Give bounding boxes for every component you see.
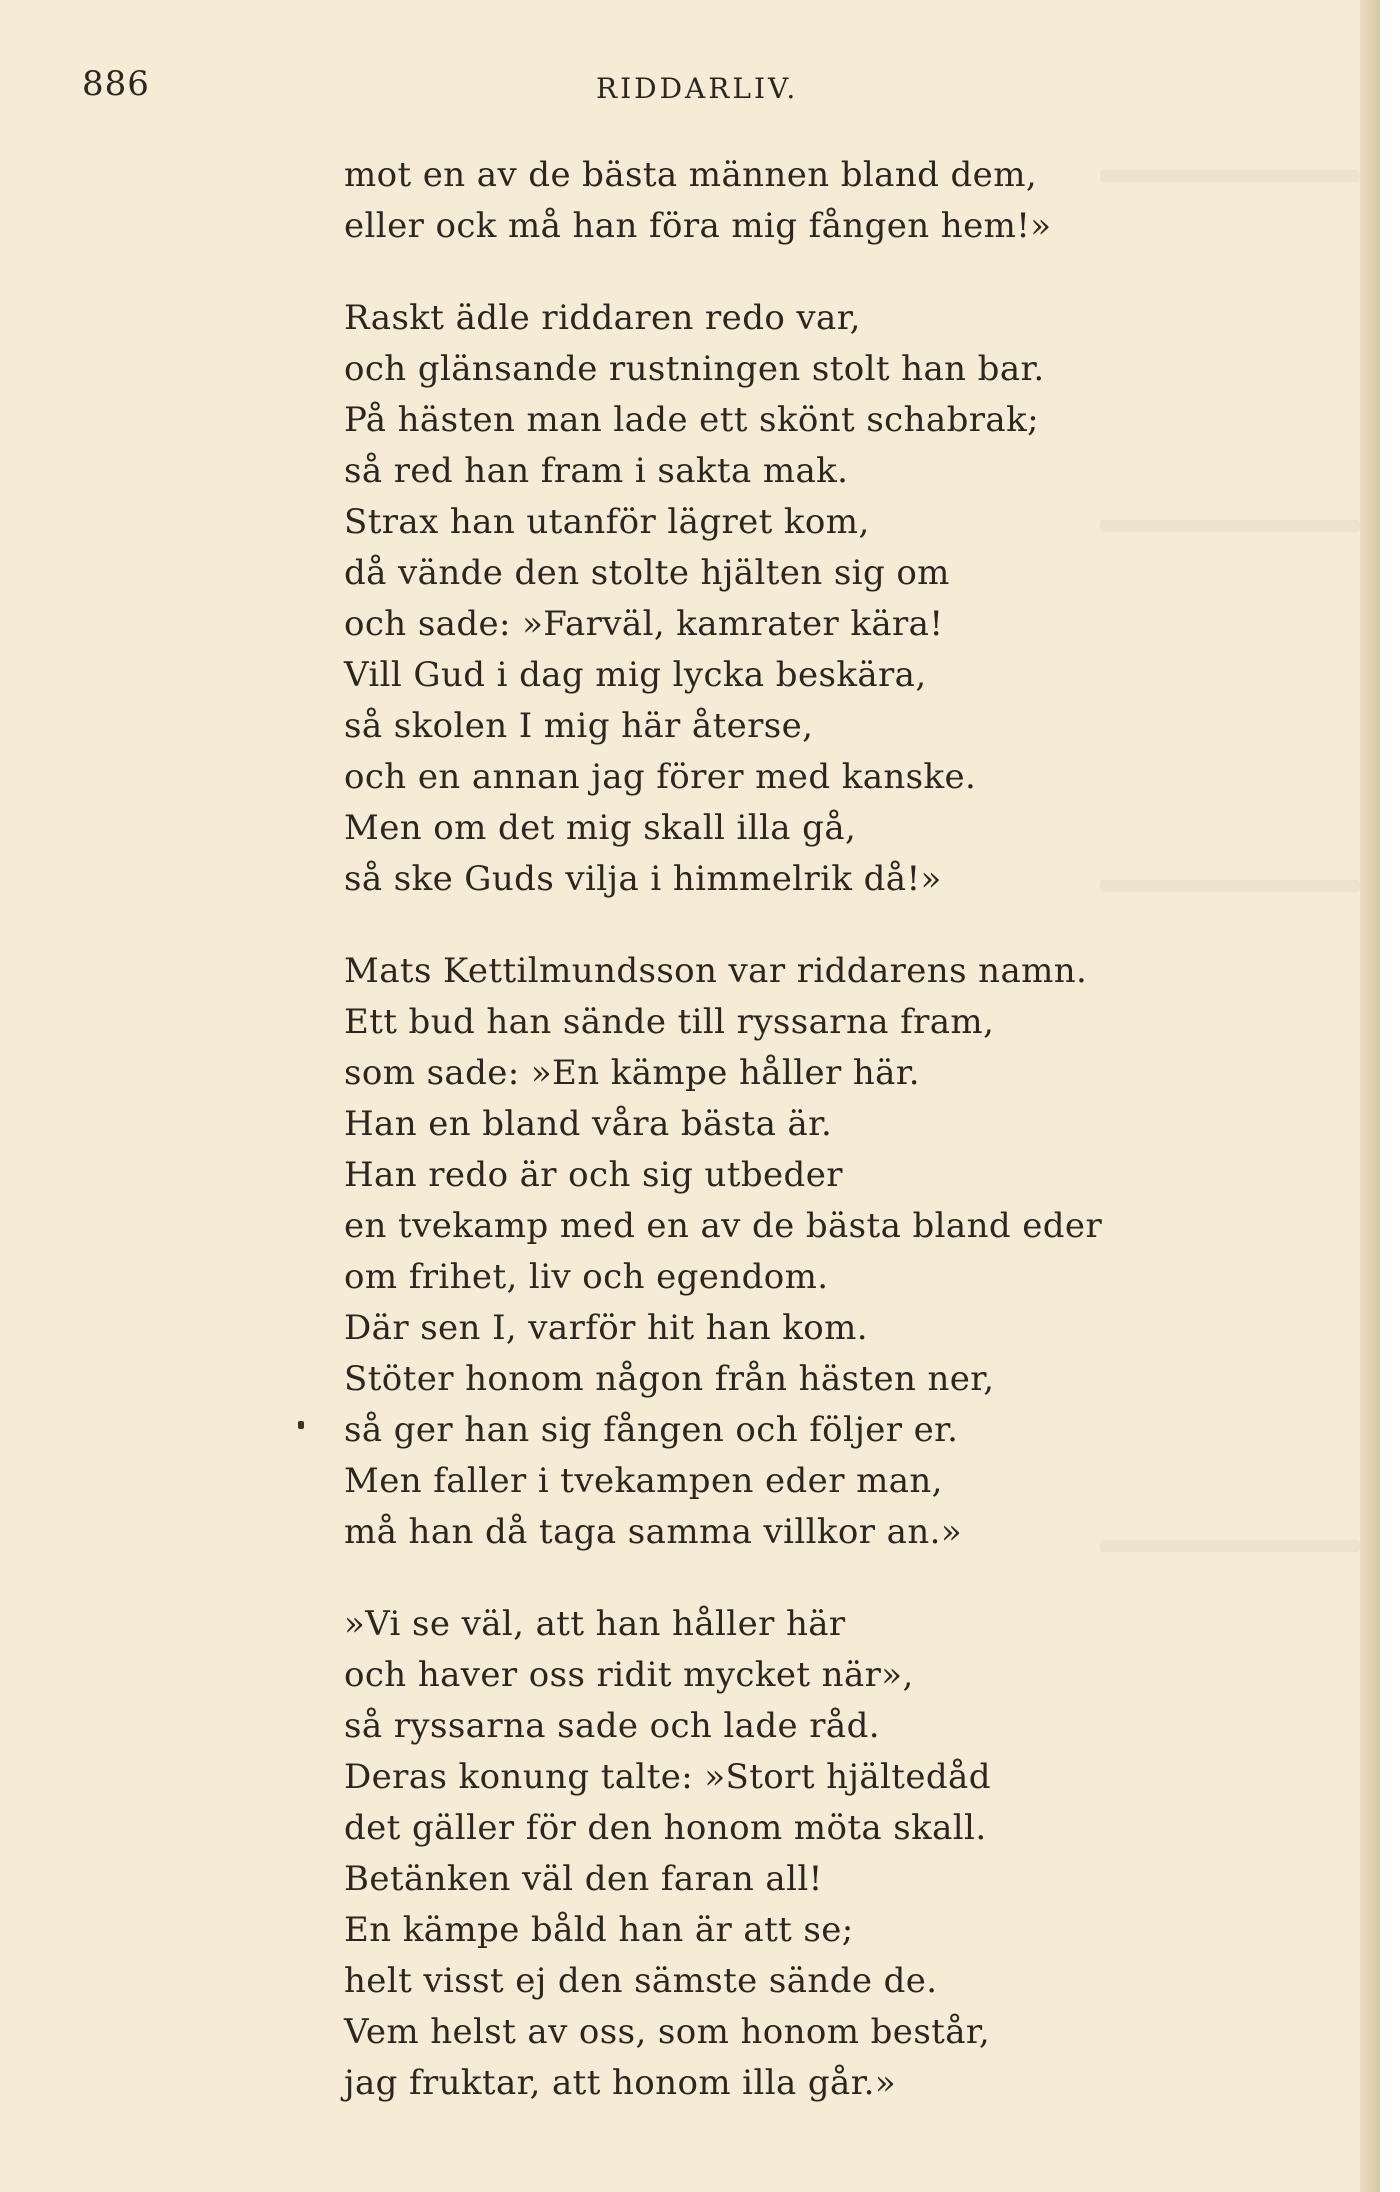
stanza-3 (344, 946, 1204, 1558)
poem-line: Strax han utanför lägret kom, (344, 502, 870, 542)
page-edge (1360, 0, 1380, 2192)
poem-line: jag fruktar, att honom illa går.» (344, 2063, 897, 2103)
poem-line: Mats Kettilmundsson var riddarens namn. (344, 951, 1088, 991)
poem-line: Raskt ädle riddaren redo var, (344, 298, 861, 338)
poem-line: Men om det mig skall illa gå, (344, 808, 857, 848)
poem-line: Stöter honom någon från hästen ner, (344, 1359, 995, 1399)
poem-line: Vem helst av oss, som honom består, (344, 2012, 991, 2052)
poem-line: Där sen I, varför hit han kom. (344, 1308, 868, 1348)
stanza-gap (344, 1558, 1204, 1599)
poem-line: Betänken väl den faran all! (344, 1859, 823, 1899)
poem-line: så ryssarna sade och lade råd. (344, 1706, 880, 1746)
poem-line: En kämpe båld han är att se; (344, 1910, 854, 1950)
poem-text (344, 150, 1204, 2109)
poem-line: På hästen man lade ett skönt schabrak; (344, 400, 1039, 440)
page-number: 886 (82, 64, 150, 104)
running-title: RIDDARLIV. (596, 72, 799, 105)
poem-line: Men faller i tvekampen eder man, (344, 1461, 943, 1501)
poem-line: Vill Gud i dag mig lycka beskära, (344, 655, 927, 695)
stanza-2 (344, 293, 1204, 905)
poem-line: så skolen I mig här återse, (344, 706, 814, 746)
poem-line: »Vi se väl, att han håller här (344, 1604, 846, 1644)
poem-line: må han då taga samma villkor an.» (344, 1512, 963, 1552)
poem-line: och sade: »Farväl, kamrater kära! (344, 604, 944, 644)
stanza-4 (344, 1599, 1204, 2109)
poem-line: Han en bland våra bästa är. (344, 1104, 833, 1144)
poem-line: Han redo är och sig utbeder (344, 1155, 843, 1195)
poem-line: Ett bud han sände till ryssarna fram, (344, 1002, 995, 1042)
poem-line: en tvekamp med en av de bästa bland eder (344, 1206, 1103, 1246)
poem-line: och glänsande rustningen stolt han bar. (344, 349, 1045, 389)
poem-line: mot en av de bästa männen bland dem, (344, 155, 1038, 195)
poem-line: eller ock må han föra mig fången hem!» (344, 206, 1052, 246)
poem-line: och en annan jag förer med kanske. (344, 757, 977, 797)
poem-line: så red han fram i sakta mak. (344, 451, 849, 491)
poem-line: då vände den stolte hjälten sig om (344, 553, 950, 593)
poem-line: Deras konung talte: »Stort hjältedåd (344, 1757, 991, 1797)
poem-line: helt visst ej den sämste sände de. (344, 1961, 938, 2001)
poem-line: om frihet, liv och egendom. (344, 1257, 829, 1297)
stanza-gap (344, 252, 1204, 293)
poem-line: så ger han sig fången och följer er. (344, 1410, 959, 1450)
stanza-1 (344, 150, 1204, 252)
poem-line: det gäller för den honom möta skall. (344, 1808, 987, 1848)
stanza-gap (344, 905, 1204, 946)
poem-line: som sade: »En kämpe håller här. (344, 1053, 920, 1093)
margin-mark (298, 1421, 304, 1429)
poem-line: och haver oss ridit mycket när», (344, 1655, 914, 1695)
poem-line: så ske Guds vilja i himmelrik då!» (344, 859, 942, 899)
